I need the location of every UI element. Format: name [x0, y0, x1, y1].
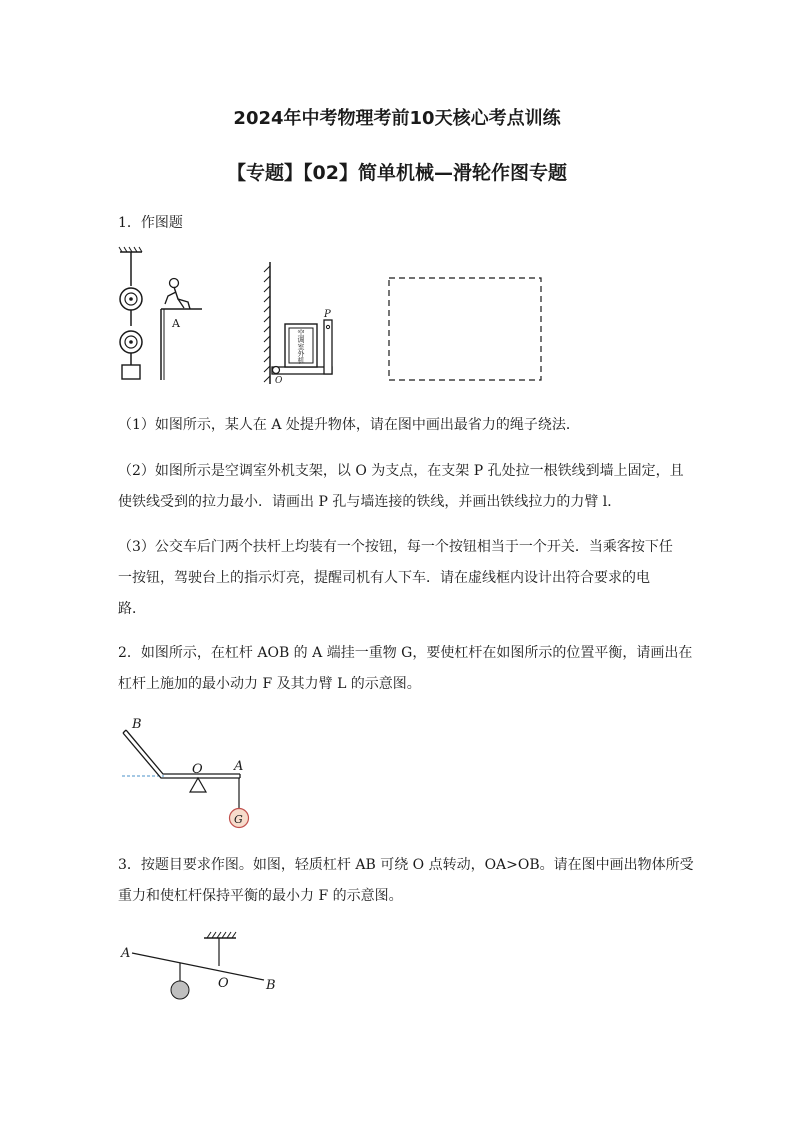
question-1-part-3: （3）公交车后门两个扶杆上均装有一个按钮，每一个按钮相当于一个开关．当乘客按下任 一按钮，驾驶台上的指示灯亮，提醒司机有人下车．请在虚线框内设计出符合要求的电 路． — [118, 539, 673, 617]
page-subtitle: 【专题】【02】简单机械—滑轮作图专题 — [227, 162, 567, 184]
fig-label-a: A — [172, 317, 180, 330]
question-1-part-2: （2）如图所示是空调室外机支架，以 O 为支点，在支架 P 孔处拉一根铁线到墙上固定，且 使铁线受到的拉力最小．请画出 P 孔与墙连接的铁线，并画出铁线拉力的力臂 l． — [118, 463, 684, 510]
ball — [171, 981, 189, 999]
fig-label-o: O — [275, 376, 283, 386]
fig-label-p: P — [324, 309, 331, 320]
question-3: 3．按题目要求作图。如图，轻质杠杆 AB 可绕 O 点转动，OA>OB。请在图中画出物体所受 重力和使杠杆保持平衡的最小力 F 的示意图。 — [118, 857, 694, 904]
lever-aob-figure — [118, 712, 258, 834]
pulley-figure — [116, 246, 212, 382]
question-1-heading: 1．作图题 — [118, 215, 183, 231]
question-1-part-1: （1）如图所示，某人在 A 处提升物体，请在图中画出最省力的绳子绕法． — [118, 417, 580, 433]
q2-label-a: A — [234, 759, 244, 774]
ac-char-3: 室 — [297, 343, 305, 351]
q2-label-g: G — [234, 813, 243, 826]
q3-label-a: A — [121, 946, 131, 961]
lever-ab-figure — [118, 926, 284, 1006]
ac-char-1: 空 — [297, 329, 305, 337]
page-title: 2024年中考物理考前10天核心考点训练 — [233, 108, 561, 129]
q3-label-b: B — [266, 978, 276, 993]
question-2: 2．如图所示，在杠杆 AOB 的 A 端挂一重物 G，要使杠杆在如图所示的位置平衡，请画出在 杠杆上施加的最小动力 F 及其力臂 L 的示意图。 — [118, 645, 693, 692]
ac-char-4: 外 — [297, 350, 305, 358]
q2-label-o: O — [192, 762, 203, 777]
q3-label-o: O — [218, 976, 229, 991]
circuit-design-box — [388, 277, 544, 383]
ac-char-2: 调 — [297, 336, 305, 344]
ac-bracket-figure — [258, 262, 342, 386]
ac-char-5: 机 — [297, 357, 305, 365]
q2-label-b: B — [132, 717, 142, 732]
